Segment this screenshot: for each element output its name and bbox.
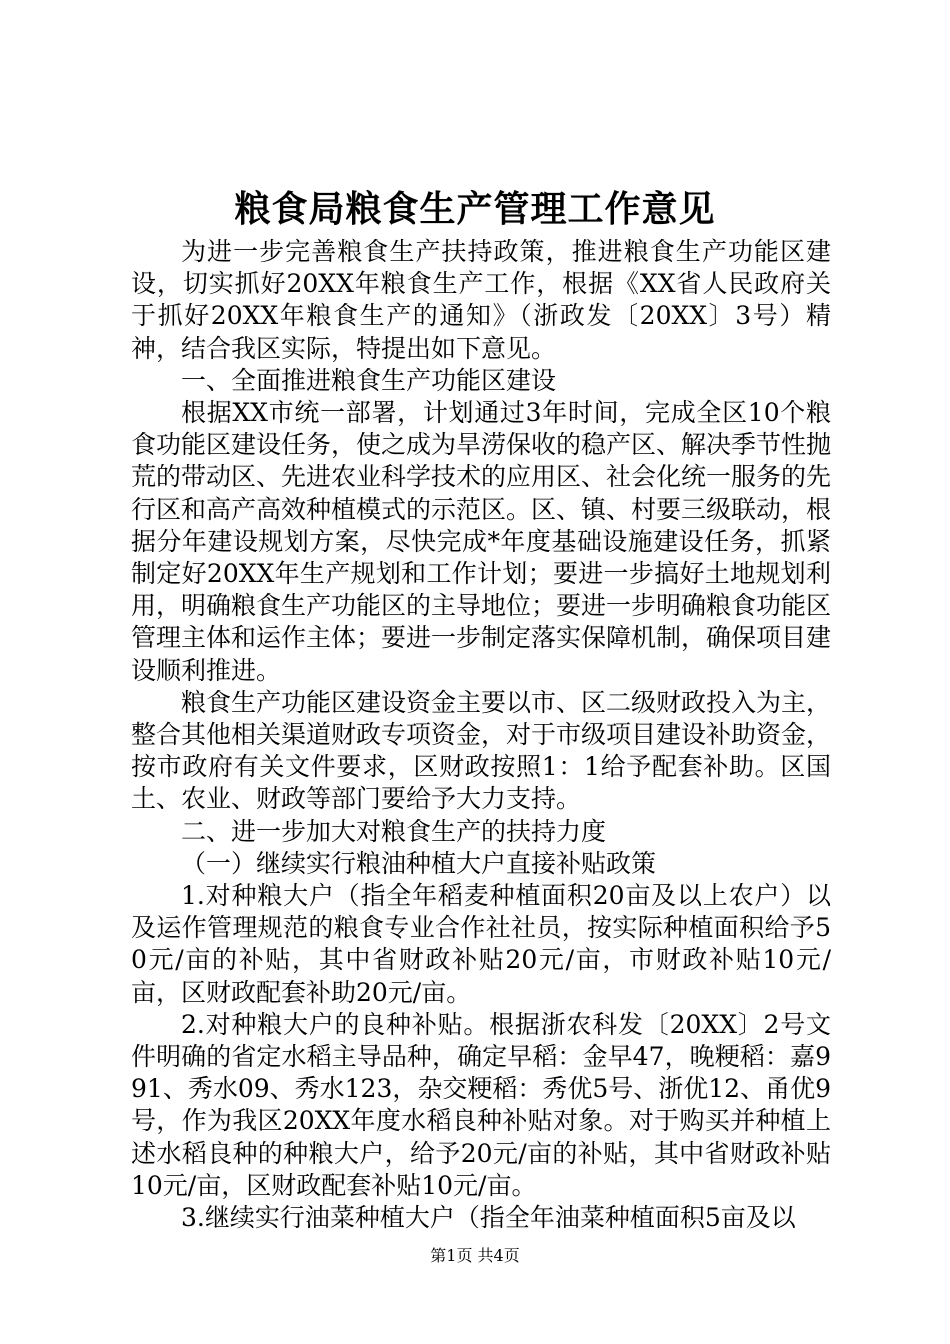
section-heading-1: 一、全面推进粮食生产功能区建设 xyxy=(181,365,557,395)
subsection-heading-2-1: （一）继续实行粮油种植大户直接补贴政策 xyxy=(181,848,657,878)
list-item-2: 2.对种粮大户的良种补贴。根据浙农科发〔20XX〕2号文件明确的省定水稻主导品种，确定早稻：金早47，晚粳稻：嘉991、秀水09、秀水123，杂交粳稻：秀优5号、浙优12、甬优9号，作为我区20XX年度水稻良种补贴对象。对于购买并种植上述水稻良种的种粮大户，给予20元/亩的补贴，其中省财政补贴10元/亩，区财政配套补贴10元/亩。 xyxy=(131,1009,831,1200)
page-footer: 第1页 共4页 xyxy=(430,1246,520,1265)
document-title: 粮食局粮食生产管理工作意见 xyxy=(234,188,716,230)
section-heading-2: 二、进一步加大对粮食生产的扶持力度 xyxy=(181,816,607,846)
paragraph-section-1-funding: 粮食生产功能区建设资金主要以市、区二级财政投入为主，整合其他相关渠道财政专项资金，对于市级项目建设补助资金，按市政府有关文件要求，区财政按照1：1给予配套补助。区国土、农业、财政等部门要给予大力支持。 xyxy=(131,687,832,814)
document-body xyxy=(131,236,831,1234)
list-item-3: 3.继续实行油菜种植大户（指全年油菜种植面积5亩及以 xyxy=(181,1203,796,1233)
paragraph-intro: 为进一步完善粮食生产扶持政策，推进粮食生产功能区建设，切实抓好20XX年粮食生产工作，根据《XX省人民政府关于抓好20XX年粮食生产的通知》（浙政发〔20XX〕3号）精神，结合我区实际，特提出如下意见。 xyxy=(131,237,831,363)
list-item-1: 1.对种粮大户（指全年稻麦种植面积20亩及以上农户）以及运作管理规范的粮食专业合作社社员，按实际种植面积给予50元/亩的补贴，其中省财政补贴20元/亩，市财政补贴10元/亩，区财政配套补助20元/亩。 xyxy=(131,881,831,1007)
paragraph-section-1-plan: 根据XX市统一部署，计划通过3年时间，完成全区10个粮食功能区建设任务，使之成为旱涝保收的稳产区、解决季节性抛荒的带动区、先进农业科学技术的应用区、社会化统一服务的先行区和高产高效种植模式的示范区。区、镇、村要三级联动，根据分年建设规划方案，尽快完成*年度基础设施建设任务，抓紧制定好20XX年生产规划和工作计划；要进一步搞好土地规划利用，明确粮食生产功能区的主导地位；要进一步明确粮食功能区管理主体和运作主体；要进一步制定落实保障机制，确保项目建设顺利推进。 xyxy=(131,398,832,685)
